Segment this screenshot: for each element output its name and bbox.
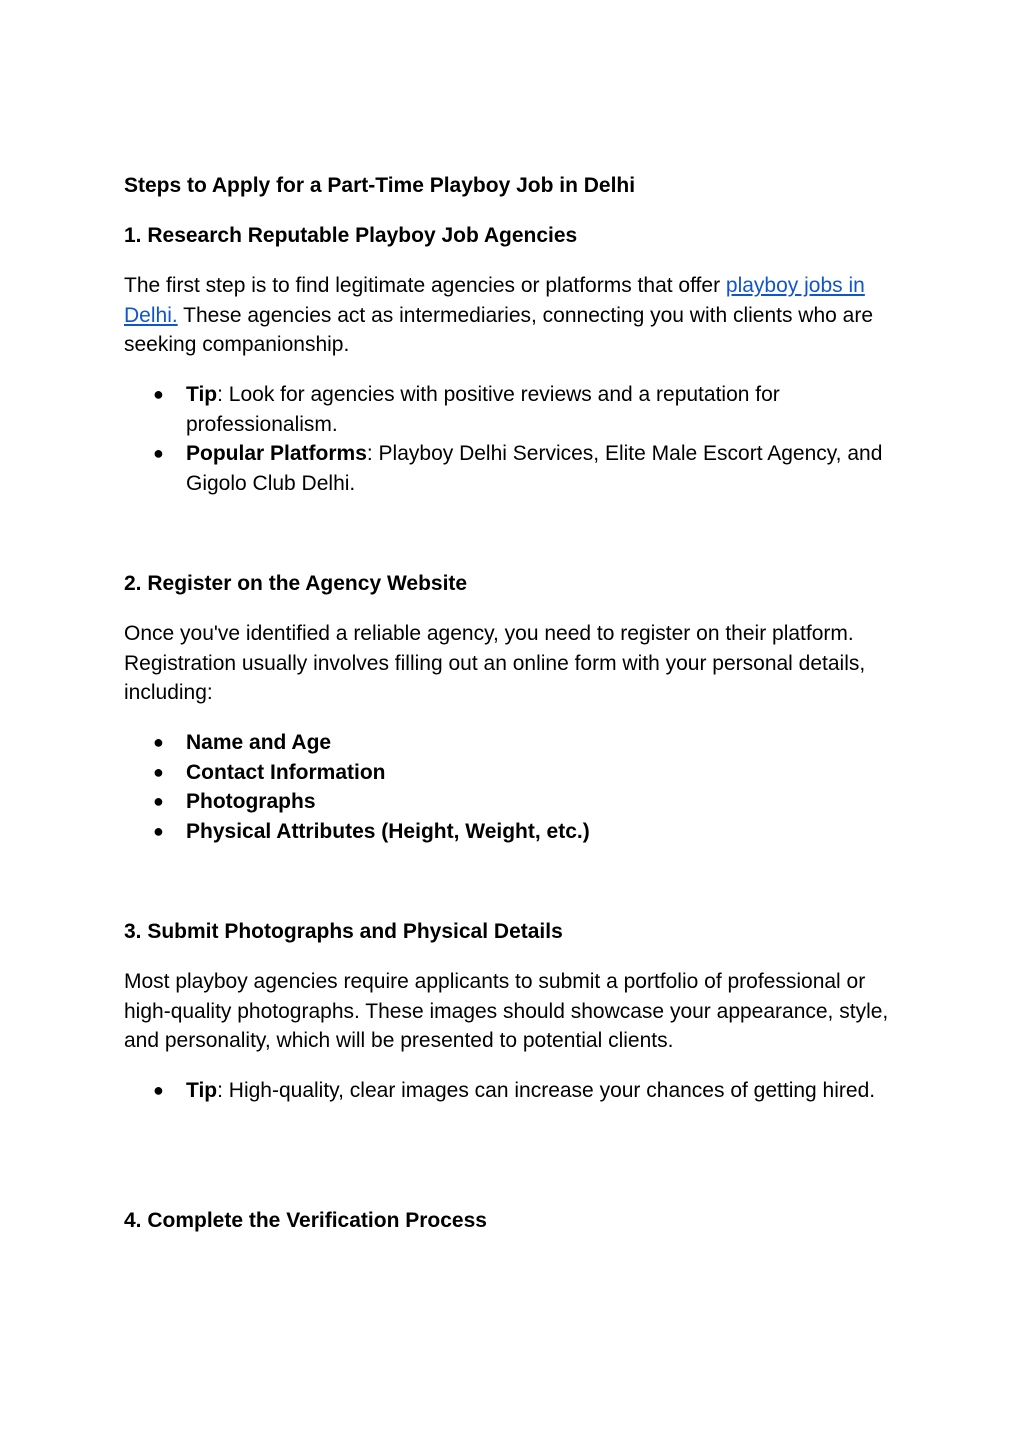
bullet-text: : Look for agencies with positive reviews and a reputation for professionalism. — [186, 383, 780, 436]
bullet-icon: ● — [153, 732, 164, 752]
bullet-label: Contact Information — [186, 760, 386, 784]
section-2-paragraph: Once you've identified a reliable agency, you need to register on their platform. Registration usually involves filling out an online form with your personal details, including: — [124, 622, 866, 705]
section-1-bullet-list — [124, 380, 904, 498]
bullet-label: Physical Attributes (Height, Weight, etc.) — [186, 819, 590, 843]
bullet-label: Tip — [186, 1079, 218, 1102]
list-item — [124, 758, 904, 788]
bullet-label: Photographs — [186, 790, 316, 814]
bullet-icon: ● — [153, 791, 164, 812]
bullet-icon: ● — [153, 443, 164, 464]
section-3-heading: 3. Submit Photographs and Physical Details — [124, 920, 563, 943]
section-1-heading: 1. Research Reputable Playboy Job Agencies — [124, 224, 578, 247]
bullet-icon: ● — [153, 820, 164, 841]
bullet-label: Name and Age — [186, 731, 332, 754]
section-2-heading: 2. Register on the Agency Website — [124, 572, 468, 595]
section-2-bullet-list — [124, 728, 904, 846]
section-1-text-before-link: The first step is to find legitimate agencies or platforms that offer — [124, 274, 726, 297]
list-item — [124, 380, 904, 439]
list-item — [124, 1076, 904, 1106]
section-1-paragraph — [124, 271, 904, 360]
playboy-jobs-link[interactable]: playboy jobs in Delhi. — [124, 274, 865, 327]
bullet-icon: ● — [153, 1080, 164, 1100]
section-3-paragraph: Most playboy agencies require applicants to submit a portfolio of professional or high-quality photographs. These images should showcase your appearance, style, and personality, which will be presented to potential clients. — [124, 970, 889, 1053]
section-4-heading: 4. Complete the Verification Process — [124, 1209, 487, 1232]
list-item — [124, 787, 904, 817]
bullet-icon: ● — [153, 761, 164, 782]
bullet-icon: ● — [153, 384, 164, 404]
bullet-text: : Playboy Delhi Services, Elite Male Escort Agency, and Gigolo Club Delhi. — [186, 442, 883, 495]
bullet-label: Popular Platforms — [186, 442, 367, 466]
bullet-text: : High-quality, clear images can increase your chances of getting hired. — [217, 1079, 876, 1102]
section-3-bullet-list — [124, 1076, 904, 1106]
list-item — [124, 439, 904, 498]
bullet-label: Tip — [186, 383, 218, 406]
list-item — [124, 817, 904, 847]
list-item — [124, 728, 904, 758]
document-title: Steps to Apply for a Part-Time Playboy Job in Delhi — [124, 174, 636, 197]
section-1-text-after-link: These agencies act as intermediaries, connecting you with clients who are seeking companionship. — [124, 303, 874, 357]
